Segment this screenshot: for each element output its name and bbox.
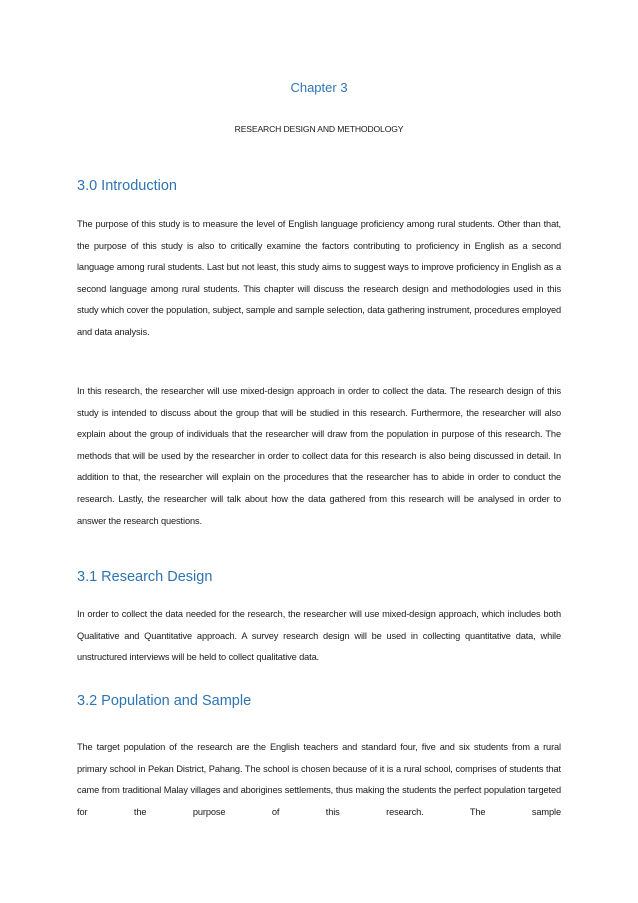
paragraph-introduction-2: In this research, the researcher will use mixed-design approach in order to collect the data. The research design of this study is intended to discuss about the group that will be studied in this research. Furthermore, the researcher will also explain about the group of individuals that the researcher will draw from the population in purpose of this research. The methods that will be used by the researcher in order to collect data for this research is also being discussed in detail. In addition to that, the researcher will explain on the procedures that the researcher has to abide in order to conduct the research. Lastly, the researcher will talk about how the data gathered from this research will be analysed in order to answer the research questions. (77, 386, 561, 526)
chapter-subtitle: RESEARCH DESIGN AND METHODOLOGY (234, 124, 404, 134)
chapter-title: Chapter 3 (290, 80, 348, 95)
section-heading-introduction: 3.0 Introduction (77, 178, 177, 194)
paragraph-population-and-sample-1: The target population of the research are the English teachers and standard four, five and six students from a rural primary school in Pekan District, Pahang. The school is chosen because of it is a rural school, comprises of students that came from traditional Malay villages and aborigines settlements, thus making the students the perfect population targeted for the purpose of this research. The sample (77, 742, 561, 817)
section-heading-research-design: 3.1 Research Design (77, 569, 213, 585)
paragraph-research-design-1: In order to collect the data needed for the research, the researcher will use mixed-design approach, which includes both Qualitative and Quantitative approach. A survey research design will be used in collecting quantitative data, while unstructured interviews will be held to collect qualitative data. (77, 609, 561, 663)
paragraph-introduction-1: The purpose of this study is to measure the level of English language proficiency among rural students. Other than that, the purpose of this study is also to critically examine the factors contributing to proficiency in English as a second language among rural students. Last but not least, this study aims to suggest ways to improve proficiency in English as a second language among rural students. This chapter will discuss the research design and methodologies used in this study which cover the population, subject, sample and sample selection, data gathering instrument, procedures employed and data analysis. (77, 219, 561, 337)
section-heading-population-and-sample: 3.2 Population and Sample (77, 693, 252, 709)
